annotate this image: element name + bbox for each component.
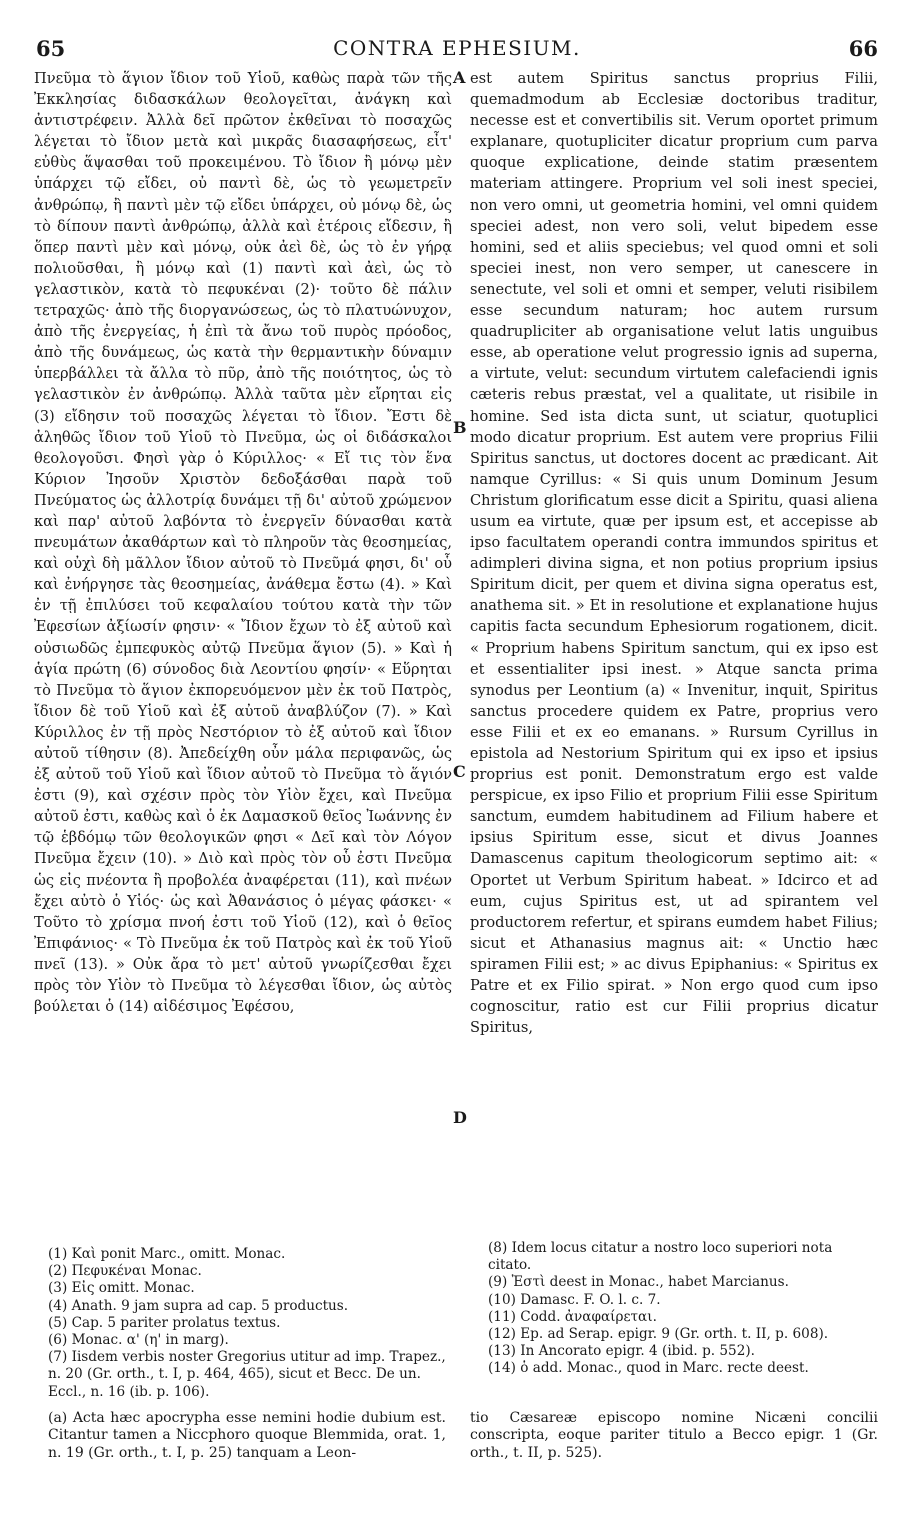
footnote: (10) Damasc. F. O. l. c. 7. bbox=[488, 1291, 661, 1308]
latin-column bbox=[470, 68, 878, 1238]
margin-marker-a: A bbox=[453, 68, 466, 87]
footnote: (8) Idem locus citatur a nostro loco superiori nota citato. bbox=[488, 1240, 833, 1274]
footnotes-right bbox=[488, 1240, 878, 1378]
page-header bbox=[36, 36, 878, 62]
footnote: (5) Cap. 5 pariter prolatus textus. bbox=[48, 1314, 281, 1331]
running-title: CONTRA EPHESIUM. bbox=[333, 36, 581, 60]
footnote: (13) In Ancorato epigr. 4 (ibid. p. 552). bbox=[488, 1343, 755, 1360]
greek-column bbox=[34, 68, 452, 1238]
footnote: (4) Anath. 9 jam supra ad cap. 5 productus. bbox=[48, 1297, 349, 1314]
footnote: (6) Monac. α' (η' in marg). bbox=[48, 1332, 229, 1349]
page-number-left: 65 bbox=[36, 36, 66, 61]
footnotes-left bbox=[48, 1246, 446, 1401]
bottom-note-left: (a) Acta hæc apocrypha esse nemini hodie dubium est. Citantur tamen a Niccphoro quoque Blemmida, orat. 1, n. 19 (Gr. orth., t. I, p. 25) tanquam a Leon- bbox=[48, 1410, 446, 1461]
footnote: (7) Iisdem verbis noster Gregorius utitur ad imp. Trapez., n. 20 (Gr. orth., t. I, p. 464, 465), sicut et Becc. De un. Eccl., n. 16 (ib. p. 106). bbox=[48, 1349, 446, 1400]
greek-text: Πνεῦμα τὸ ἅγιον ἴδιον τοῦ Υἱοῦ, καθὼς παρὰ τῶν τῆς Ἐκκλησίας διδασκάλων θεολογεῖται, ἀνάγκη καὶ ἀντιστρέφειν. Ἀλλὰ δεῖ πρῶτον ἐκθεῖναι τὸ ποσαχῶς λέγεται τὸ ἴδιον μετὰ καὶ μικρᾶς διασαφήσεως, εἶτ' εὐθὺς ἅψασθαι τοῦ προκειμένου. Τὸ ἴδιον ἢ μόνῳ μὲν ὑπάρχει τῷ εἴδει, οὐ παντὶ δὲ, ὡς τὸ γεωμετρεῖν ἀνθρώπῳ, ἢ παντὶ μὲν τῷ εἴδει ὑπάρχει, οὐ μόνῳ δὲ, ὡς τὸ δίπουν παντὶ ἀνθρώπῳ, ἀλλὰ καὶ ἑτέροις εἴδεσιν, ἢ ὅπερ παντὶ μὲν καὶ μόνῳ, οὐκ ἀεὶ δὲ, ὡς τὸ ἐν γήρᾳ πολιοῦσθαι, ἢ μόνῳ καὶ (1) παντὶ καὶ ἀεὶ, ὡς τὸ γελαστικὸν, κατὰ τὸ πεφυκέναι (2)· τοῦτο δὲ πάλιν τετραχῶς· ἀπὸ τῆς διοργανώσεως, ὡς τὸ πλατυώνυχον, ἀπὸ τῆς ἐνεργείας, ἡ ἐπὶ τὰ ἄνω τοῦ πυρὸς πρόοδος, ἀπὸ τῆς δυνάμεως, ὡς κατὰ τὴν θερμαντικὴν δύναμιν ὑπερβάλλει τὰ ἄλλα τὸ πῦρ, ἀπὸ τῆς ποιότητος, ὡς τὸ γελαστικὸν ἐν ἀνθρώπῳ. Ἀλλὰ ταῦτα μὲν εἴρηται εἰς (3) εἴδησιν τοῦ ποσαχῶς λέγεται τὸ ἴδιον. Ἔστι δὲ ἀληθῶς ἴδιον τοῦ Υἱοῦ τὸ Πνεῦμα, ὡς οἱ διδάσκαλοι θεολογοῦσι. Φησὶ γὰρ ὁ Κύριλλος· « Εἴ τις τὸν ἕνα Κύριον Ἰησοῦν Χριστὸν δεδοξάσθαι παρὰ τοῦ Πνεύματος ὡς ἀλλοτρίᾳ δυνάμει τῇ δι' αὐτοῦ χρώμενον καὶ παρ' αὐτοῦ λαβόντα τὸ ἐνεργεῖν δύνασθαι κατὰ πνευμάτων ἀκαθάρτων καὶ τὸ πληροῦν τὰς θεοσημείας, καὶ οὐχὶ δὴ μᾶλλον ἴδιον αὐτοῦ τὸ Πνεῦμά φησι, δι' οὗ καὶ ἐνήργησε τὰς θεοσημείας, ἀνάθεμα ἔστω (4). » Καὶ ἐν τῇ ἐπιλύσει τοῦ κεφαλαίου τούτου κατὰ τὴν τῶν Ἐφεσίων ἀξίωσίν φησιν· « Ἴδιον ἔχων τὸ ἐξ αὐτοῦ καὶ οὐσιωδῶς ἐμπεφυκὸς αὐτῷ Πνεῦμα ἅγιον (5). » Καὶ ἡ ἁγία πρώτη (6) σύνοδος διὰ Λεοντίου φησίν· « Εὕρηται τὸ Πνεῦμα τὸ ἅγιον ἐκπορευόμενον μὲν ἐκ τοῦ Πατρὸς, ἴδιον δὲ τοῦ Υἱοῦ καὶ ἐξ αὐτοῦ ἀναβλύζον (7). » Καὶ Κύριλλος ἐν τῇ πρὸς Νεστόριον τὸ ἐξ αὐτοῦ καὶ ἴδιον αὐτοῦ τίθησιν (8). Ἀπεδείχθη οὖν μάλα περιφανῶς, ὡς ἐξ αὐτοῦ τοῦ Υἱοῦ καὶ ἴδιον αὐτοῦ τὸ Πνεῦμα τὸ ἅγιόν ἐστι (9), καὶ σχέσιν πρὸς τὸν Υἱὸν ἔχει, καὶ Πνεῦμα αὐτοῦ ἐστι, καθὼς καὶ ὁ ἐκ Δαμασκοῦ θεῖος Ἰωάννης ἐν τῷ ἑβδόμῳ τῶν θεολογικῶν φησι « Δεῖ καὶ τὸν Λόγον Πνεῦμα ἔχειν (10). » Διὸ καὶ πρὸς τὸν οὗ ἐστι Πνεῦμα ὡς εἰς πνέοντα ἢ προβολέα ἀναφέρεται (11), καὶ πνέων ἔχει αὐτὸ ὁ Υἱός· ὡς καὶ Ἀθανάσιος ὁ μέγας φάσκει· « Τοῦτο τὸ χρίσμα πνοή ἐστι τοῦ Υἱοῦ (12), καὶ ὁ θεῖος Ἐπιφάνιος· « Τὸ Πνεῦμα ἐκ τοῦ Πατρὸς καὶ ἐκ τοῦ Υἱοῦ πνεῖ (13). » Οὐκ ἄρα τὸ μετ' αὐτοῦ γνωρίζεσθαι ἔχει πρὸς τὸν Υἱὸν τὸ Πνεῦμα τὸ λέγεσθαι ἴδιον, ὡς αὐτὸς βούλεται ὁ (14) αἰδέσιμος Ἐφέσου, bbox=[34, 70, 452, 1016]
margin-marker-c: C bbox=[453, 762, 466, 781]
page-number-right: 66 bbox=[848, 36, 878, 61]
margin-marker-b: B bbox=[453, 418, 467, 437]
footnote: (14) ὁ add. Monac., quod in Marc. recte deest. bbox=[488, 1360, 809, 1377]
bottom-note-right: tio Cæsareæ episcopo nomine Nicæni concilii conscripta, eoque pariter titulo a Becco epigr. 1 (Gr. orth., t. II, p. 525). bbox=[470, 1410, 878, 1461]
footnote: (2) Πεφυκέναι Monac. bbox=[48, 1263, 202, 1280]
footnote: (12) Ep. ad Serap. epigr. 9 (Gr. orth. t. II, p. 608). bbox=[488, 1326, 829, 1343]
footnote: (1) Καὶ ponit Marc., omitt. Monac. bbox=[48, 1246, 286, 1262]
footnote: (9) Ἐστὶ deest in Monac., habet Marcianus. bbox=[488, 1274, 789, 1291]
latin-text: est autem Spiritus sanctus proprius Filii, quemadmodum ab Ecclesiæ doctoribus traditur, necesse est et convertibilis sit. Verum oportet primum explanare, quotupliciter dicatur proprium cum parva quoque explicatione, deinde statim præsentem materiam attingere. Proprium vel soli inest speciei, non vero omni, ut geometria homini, vel omni quidem speciei adest, non vero soli, velut bipedem esse homini, sed et aliis speciebus; vel quod omni et soli speciei inest, non vero semper, ut canescere in senectute, vel soli et omni et semper, veluti risibilem esse secundum naturam; hoc autem rursum quadrupliciter ab organisatione velut latis unguibus esse, ab operatione velut progressio ignis ad superna, a virtute, velut: secundum virtutem calefaciendi ignis cæteris rebus præstat, vel a qualitate, ut risibile in homine. Sed ista dicta sunt, ut sciatur, quotuplici modo dicatur proprium. Est autem vere proprius Filii Spiritus sanctus, ut doctores docent ac prædicant. Ait namque Cyrillus: « Si quis unum Dominum Jesum Christum glorificatum esse dicit a Spiritu, quasi aliena usum ea virtute, quæ per ipsum est, et accepisse ab ipso facultatem operandi contra immundos spiritus et adimpleri divina signa, et non potius proprium ipsius Spiritum dicit, per quem et divina signa operatus est, anathema sit. » Et in resolutione et explanatione hujus capitis facta secundum Ephesiorum rogationem, dicit. « Proprium habens Spiritum sanctum, qui ex ipso est et essentialiter ipsi inest. » Atque sancta prima synodus per Leontium (a) « Invenitur, inquit, Spiritus sanctus procedere quidem ex Patre, proprius vero esse Filii et ex eo emanans. » Rursum Cyrillus in epistola ad Nestorium Spiritum qui ex ipso et ipsius proprius est ponit. Demonstratum ergo est valde perspicue, ex ipso Filio et proprium Filii esse Spiritum sanctum, eumdem habitudinem ad Filium habere et ipsius Spiritum esse, sicut et divus Joannes Damascenus capitum theologicorum septimo ait: « Oportet ut Verbum Spiritum habeat. » Idcirco et ad eum, cujus Spiritus est, ut ad spirantem vel productorem refertur, et spirans eumdem habet Filius; sicut et Athanasius magnus ait: « Unctio hæc spiramen Filii est; » ac divus Epiphanius: « Spiritus ex Patre et ex Filio spirat. » Non ergo quod cum ipso cognoscitur, ratio est cur Filii proprius dicatur Spiritus, bbox=[470, 70, 878, 1037]
margin-marker-d: D bbox=[453, 1108, 467, 1127]
footnote: (11) Codd. ἀναφαίρεται. bbox=[488, 1308, 657, 1325]
footnote: (3) Εἰς omitt. Monac. bbox=[48, 1280, 195, 1297]
